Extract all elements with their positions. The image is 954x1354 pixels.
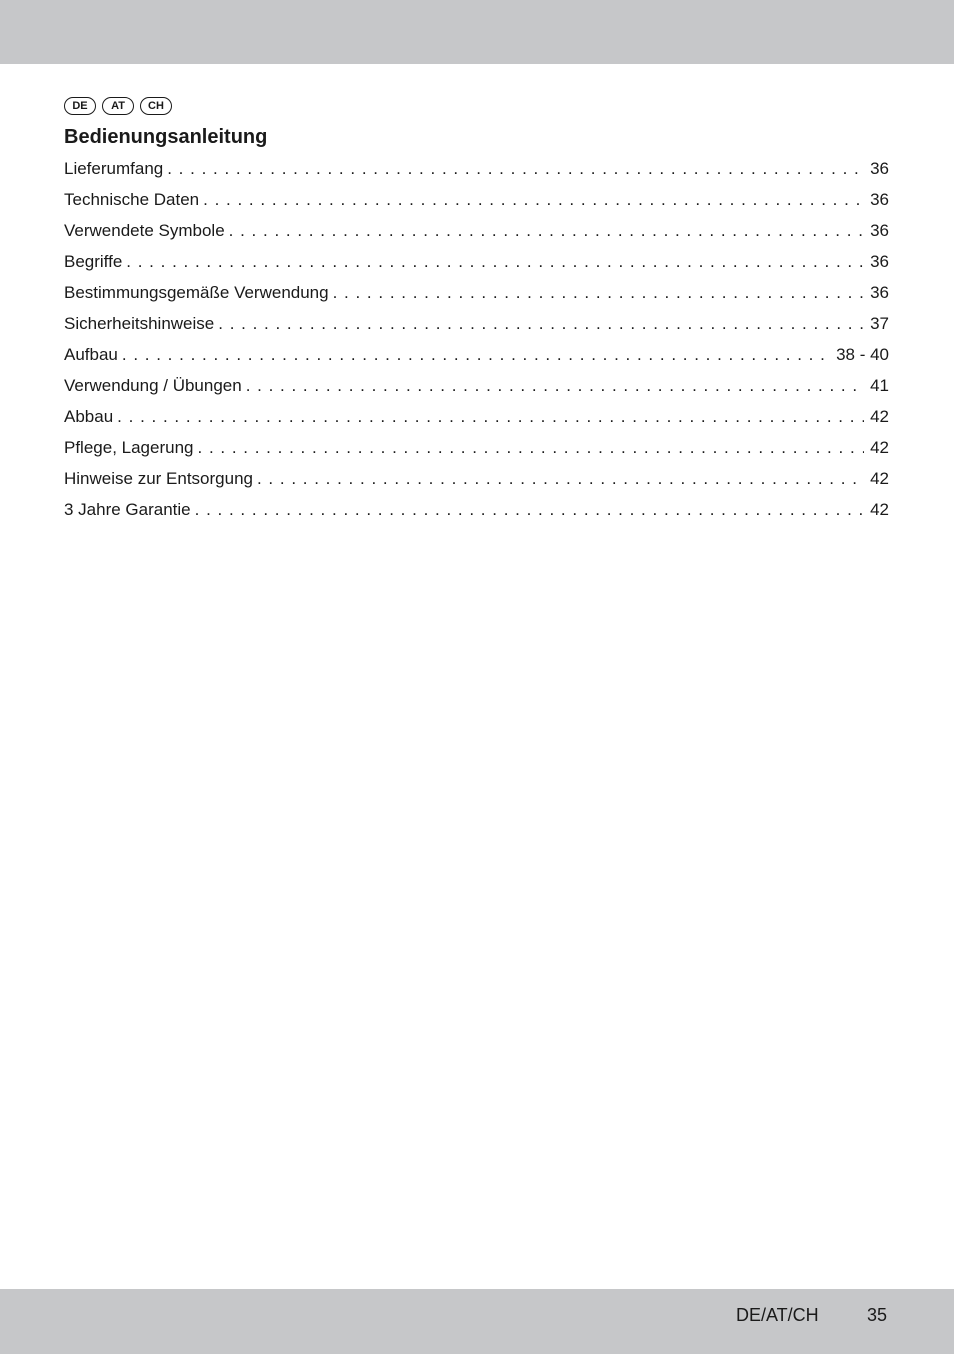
toc-leader-dots	[246, 372, 864, 400]
toc-leader-dots	[198, 434, 865, 462]
toc-entry-page: 36	[870, 221, 889, 240]
toc-entry-label: Lieferumfang	[64, 159, 164, 178]
toc-entry-label: Technische Daten	[64, 190, 200, 209]
toc-entry[interactable]	[64, 465, 889, 496]
toc-entry-page: 42	[870, 407, 889, 426]
toc-entry[interactable]	[64, 155, 889, 186]
toc-entry-label: Hinweise zur Entsorgung	[64, 469, 253, 488]
toc-entry-page: 36	[870, 159, 889, 178]
toc-entry-label: Sicherheitshinweise	[64, 314, 215, 333]
toc-leader-dots	[203, 186, 864, 214]
toc-entry[interactable]	[64, 248, 889, 279]
header-band	[0, 0, 954, 64]
toc-entry-label: 3 Jahre Garantie	[64, 500, 191, 519]
toc-entry-page: 37	[870, 314, 889, 333]
footer-languages: DE/AT/CH	[736, 1305, 819, 1325]
toc-entry-label: Abbau	[64, 407, 114, 426]
document-title: Bedienungsanleitung	[64, 126, 268, 148]
toc-entry[interactable]	[64, 403, 889, 434]
toc-entry-label: Pflege, Lagerung	[64, 438, 194, 457]
toc-entry-label: Verwendete Symbole	[64, 221, 225, 240]
toc-entry[interactable]	[64, 217, 889, 248]
toc-leader-dots	[195, 496, 864, 524]
toc-entry[interactable]	[64, 186, 889, 217]
toc-entry-page: 36	[870, 252, 889, 271]
page-number: 35	[867, 1305, 888, 1325]
toc-entry-label: Aufbau	[64, 345, 118, 364]
toc-leader-dots	[122, 341, 830, 369]
toc-leader-dots	[126, 248, 864, 276]
table-of-contents	[64, 155, 889, 527]
toc-entry-label: Verwendung / Übungen	[64, 376, 242, 395]
toc-leader-dots	[333, 279, 864, 307]
toc-entry[interactable]	[64, 434, 889, 465]
toc-leader-dots	[117, 403, 864, 431]
badge-ch: CH	[140, 97, 172, 115]
toc-entry-label: Begriffe	[64, 252, 123, 271]
toc-leader-dots	[167, 155, 864, 183]
toc-leader-dots	[257, 465, 864, 493]
toc-entry[interactable]	[64, 496, 889, 527]
toc-entry-page: 36	[870, 190, 889, 209]
toc-entry-page: 42	[870, 438, 889, 457]
toc-entry[interactable]	[64, 279, 889, 310]
toc-entry-page: 41	[870, 376, 889, 395]
badge-de: DE	[64, 97, 96, 115]
toc-entry[interactable]	[64, 372, 889, 403]
toc-entry-page: 42	[870, 500, 889, 519]
toc-entry[interactable]	[64, 341, 889, 372]
toc-entry-page: 38 - 40	[836, 345, 889, 364]
toc-entry[interactable]	[64, 310, 889, 341]
badge-at: AT	[102, 97, 134, 115]
language-badges	[64, 97, 172, 115]
toc-entry-label: Bestimmungsgemäße Verwendung	[64, 283, 329, 302]
toc-leader-dots	[218, 310, 864, 338]
toc-entry-page: 42	[870, 469, 889, 488]
toc-entry-page: 36	[870, 283, 889, 302]
toc-leader-dots	[229, 217, 864, 245]
